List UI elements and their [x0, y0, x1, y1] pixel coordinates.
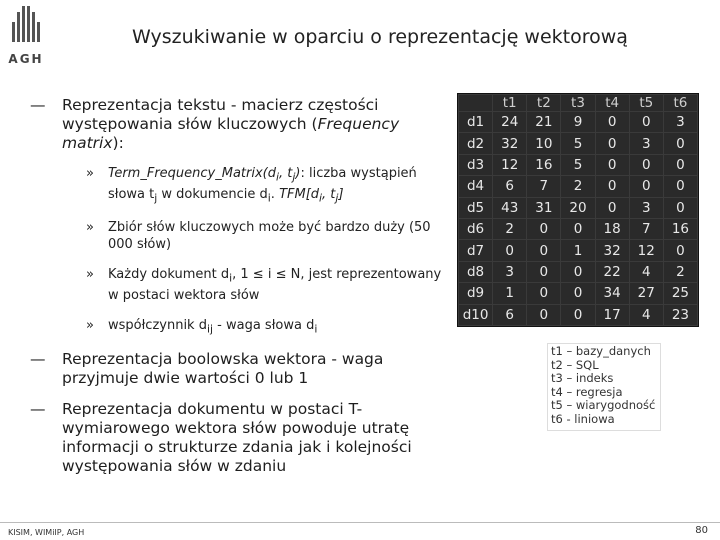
matrix-cell: 0 — [663, 197, 697, 218]
matrix-cell: 6 — [493, 304, 527, 325]
matrix-cell: 21 — [527, 112, 561, 133]
matrix-row — [459, 283, 698, 304]
legend-item: t6 - liniowa — [551, 411, 615, 426]
matrix-row — [459, 240, 698, 261]
matrix-row-header: d3 — [459, 154, 493, 175]
matrix-cell: 2 — [493, 218, 527, 239]
bullet-text: Term_Frequency_Matrix(d — [108, 166, 276, 181]
matrix-row-header: d2 — [459, 133, 493, 154]
matrix-header-row — [459, 95, 698, 112]
matrix-cell: 22 — [595, 261, 629, 282]
matrix-cell: 31 — [527, 197, 561, 218]
matrix-row — [459, 176, 698, 197]
bullet-chevron: » — [86, 267, 94, 283]
matrix-column-header: t4 — [595, 95, 629, 112]
agh-logo-text: AGH — [8, 52, 44, 66]
bullet-item — [26, 400, 446, 476]
sub-bullet-item — [26, 219, 446, 253]
bullet-text: . — [270, 186, 280, 202]
matrix-cell: 0 — [629, 112, 663, 133]
matrix-cell: 3 — [629, 197, 663, 218]
bullet-text: Zbiór słów kluczowych może być bardzo duży (50 000 słów) — [108, 220, 431, 253]
bullet-text: ): — [112, 134, 124, 152]
matrix-cell: 27 — [629, 283, 663, 304]
matrix-cell: 0 — [493, 240, 527, 261]
matrix-cell: 0 — [663, 176, 697, 197]
matrix-cell: 0 — [527, 261, 561, 282]
bullet-text: j — [292, 170, 296, 184]
bullet-text: Każdy dokument d — [108, 267, 230, 283]
matrix-cell: 0 — [527, 218, 561, 239]
matrix-row-header: d6 — [459, 218, 493, 239]
matrix-cell: 4 — [629, 304, 663, 325]
matrix-column-header: t1 — [493, 95, 527, 112]
matrix-cell: 0 — [527, 240, 561, 261]
bullet-text: współczynnik d — [108, 317, 207, 333]
legend-item: t3 – indeks — [551, 371, 614, 385]
matrix-cell: 6 — [493, 176, 527, 197]
matrix-column-header: t2 — [527, 95, 561, 112]
matrix-cell: 1 — [493, 283, 527, 304]
bullet-text: : liczba wystąpień słowa t — [108, 166, 417, 202]
bullet-text: Reprezentacja dokumentu w postaci T-wymiarowego wektora słów powoduje utratę informacji o strukturze zdania jak i kolejności występowania słów w zdaniu — [62, 400, 412, 476]
matrix-cell: 0 — [595, 176, 629, 197]
matrix-row — [459, 112, 698, 133]
footer-text: KISIM, WIMiIP, AGH — [8, 528, 85, 537]
matrix-cell: 4 — [629, 261, 663, 282]
term-legend — [547, 343, 661, 431]
agh-logo — [8, 6, 44, 68]
matrix-cell: 16 — [527, 154, 561, 175]
matrix-cell: 0 — [561, 218, 595, 239]
matrix-row — [459, 261, 698, 282]
matrix-cell: 0 — [595, 112, 629, 133]
bullet-text: ij — [206, 322, 214, 336]
matrix-cell: 0 — [561, 283, 595, 304]
legend-item: t5 – wiarygodność — [551, 398, 656, 412]
bullet-text: j — [335, 191, 339, 205]
matrix-column-header: t6 — [663, 95, 697, 112]
matrix-cell: 5 — [561, 133, 595, 154]
matrix-cell: 0 — [629, 176, 663, 197]
matrix-row-header: d7 — [459, 240, 493, 261]
matrix-row-header: d5 — [459, 197, 493, 218]
matrix-cell: 0 — [561, 304, 595, 325]
matrix-cell: 0 — [663, 133, 697, 154]
legend-item: t2 – SQL — [551, 357, 599, 372]
matrix-cell: 32 — [595, 240, 629, 261]
matrix-row — [459, 133, 698, 154]
sub-bullet-item — [26, 317, 446, 338]
bullet-chevron: » — [86, 220, 94, 236]
bullet-text: i — [267, 191, 271, 205]
matrix-cell: 3 — [663, 112, 697, 133]
legend-item: t4 – regresja — [551, 384, 623, 399]
matrix-cell: 16 — [663, 218, 697, 239]
matrix-cell: 0 — [561, 261, 595, 282]
bullet-text: w dokumencie d — [157, 186, 268, 202]
matrix-cell: 7 — [629, 218, 663, 239]
bullet-text: ] — [338, 186, 344, 202]
matrix-row-header: d10 — [459, 304, 493, 325]
matrix-row-header: d9 — [459, 283, 493, 304]
matrix-cell: 12 — [629, 240, 663, 261]
bullet-text: Frequency matrix — [62, 115, 400, 152]
bullet-chevron: » — [86, 166, 94, 181]
bullet-dash: — — [30, 400, 46, 419]
page-number: 80 — [695, 525, 708, 536]
bullet-text: , 1 ≤ i ≤ N, jest reprezentowany w postaci wektora słów — [108, 267, 442, 303]
legend-item: t1 – bazy_danych — [551, 344, 651, 358]
matrix-cell: 23 — [663, 304, 697, 325]
matrix-cell: 10 — [527, 133, 561, 154]
matrix-cell: 24 — [493, 112, 527, 133]
matrix-cell: 20 — [561, 197, 595, 218]
bullet-text: i — [275, 170, 279, 184]
matrix-column-header: t3 — [561, 95, 595, 112]
matrix-cell: 2 — [663, 261, 697, 282]
slide-title: Wyszukiwanie w oparciu o reprezentację wektorową — [132, 26, 628, 48]
bullet-text: - waga słowa d — [213, 317, 315, 333]
matrix-cell: 0 — [663, 240, 697, 261]
bullet-text: , t — [279, 166, 293, 181]
matrix-cell: 34 — [595, 283, 629, 304]
bullet-text: Reprezentacja tekstu - macierz częstości występowania słów kluczowych ( — [62, 96, 379, 133]
bullet-text: Reprezentacja boolowska wektora - waga przyjmuje dwie wartości 0 lub 1 — [62, 350, 384, 388]
bullet-text: i — [319, 191, 323, 205]
bullet-text: i — [229, 271, 233, 285]
bullet-dash: — — [30, 96, 46, 114]
matrix-cell: 0 — [663, 154, 697, 175]
matrix-corner — [459, 95, 493, 112]
matrix-cell: 3 — [493, 261, 527, 282]
sub-bullet-item — [26, 266, 446, 304]
matrix-cell: 25 — [663, 283, 697, 304]
agh-logo-mark — [8, 6, 44, 42]
bullet-text: j — [154, 191, 158, 205]
bullet-text: ) — [295, 166, 301, 181]
matrix-cell: 12 — [493, 154, 527, 175]
bullet-text: , t — [322, 186, 336, 202]
bullet-item — [26, 350, 446, 388]
sub-bullet-item — [26, 165, 446, 206]
matrix-row — [459, 218, 698, 239]
matrix-cell: 43 — [493, 197, 527, 218]
matrix-cell: 17 — [595, 304, 629, 325]
matrix-row — [459, 197, 698, 218]
bullet-text: TFM[d — [279, 186, 320, 202]
footer-divider — [0, 522, 720, 523]
matrix-cell: 0 — [527, 283, 561, 304]
matrix-cell: 0 — [595, 154, 629, 175]
matrix-cell: 1 — [561, 240, 595, 261]
bullet-text: i — [314, 322, 318, 336]
matrix-row-header: d4 — [459, 176, 493, 197]
matrix-column-header: t5 — [629, 95, 663, 112]
bullet-chevron: » — [86, 317, 94, 333]
bullet-item — [26, 96, 446, 153]
matrix-cell: 0 — [595, 197, 629, 218]
matrix-cell: 2 — [561, 176, 595, 197]
matrix-cell: 7 — [527, 176, 561, 197]
matrix-row — [459, 304, 698, 325]
bullet-dash: — — [30, 350, 46, 369]
matrix-cell: 3 — [629, 133, 663, 154]
matrix-cell: 18 — [595, 218, 629, 239]
matrix-row — [459, 154, 698, 175]
matrix-row-header: d1 — [459, 112, 493, 133]
matrix-row-header: d8 — [459, 261, 493, 282]
matrix-cell: 5 — [561, 154, 595, 175]
matrix-cell: 0 — [629, 154, 663, 175]
matrix-cell: 0 — [595, 133, 629, 154]
matrix-cell: 9 — [561, 112, 595, 133]
bullet-list — [26, 96, 446, 488]
matrix-cell: 32 — [493, 133, 527, 154]
matrix-cell: 0 — [527, 304, 561, 325]
frequency-matrix-table — [457, 93, 699, 327]
